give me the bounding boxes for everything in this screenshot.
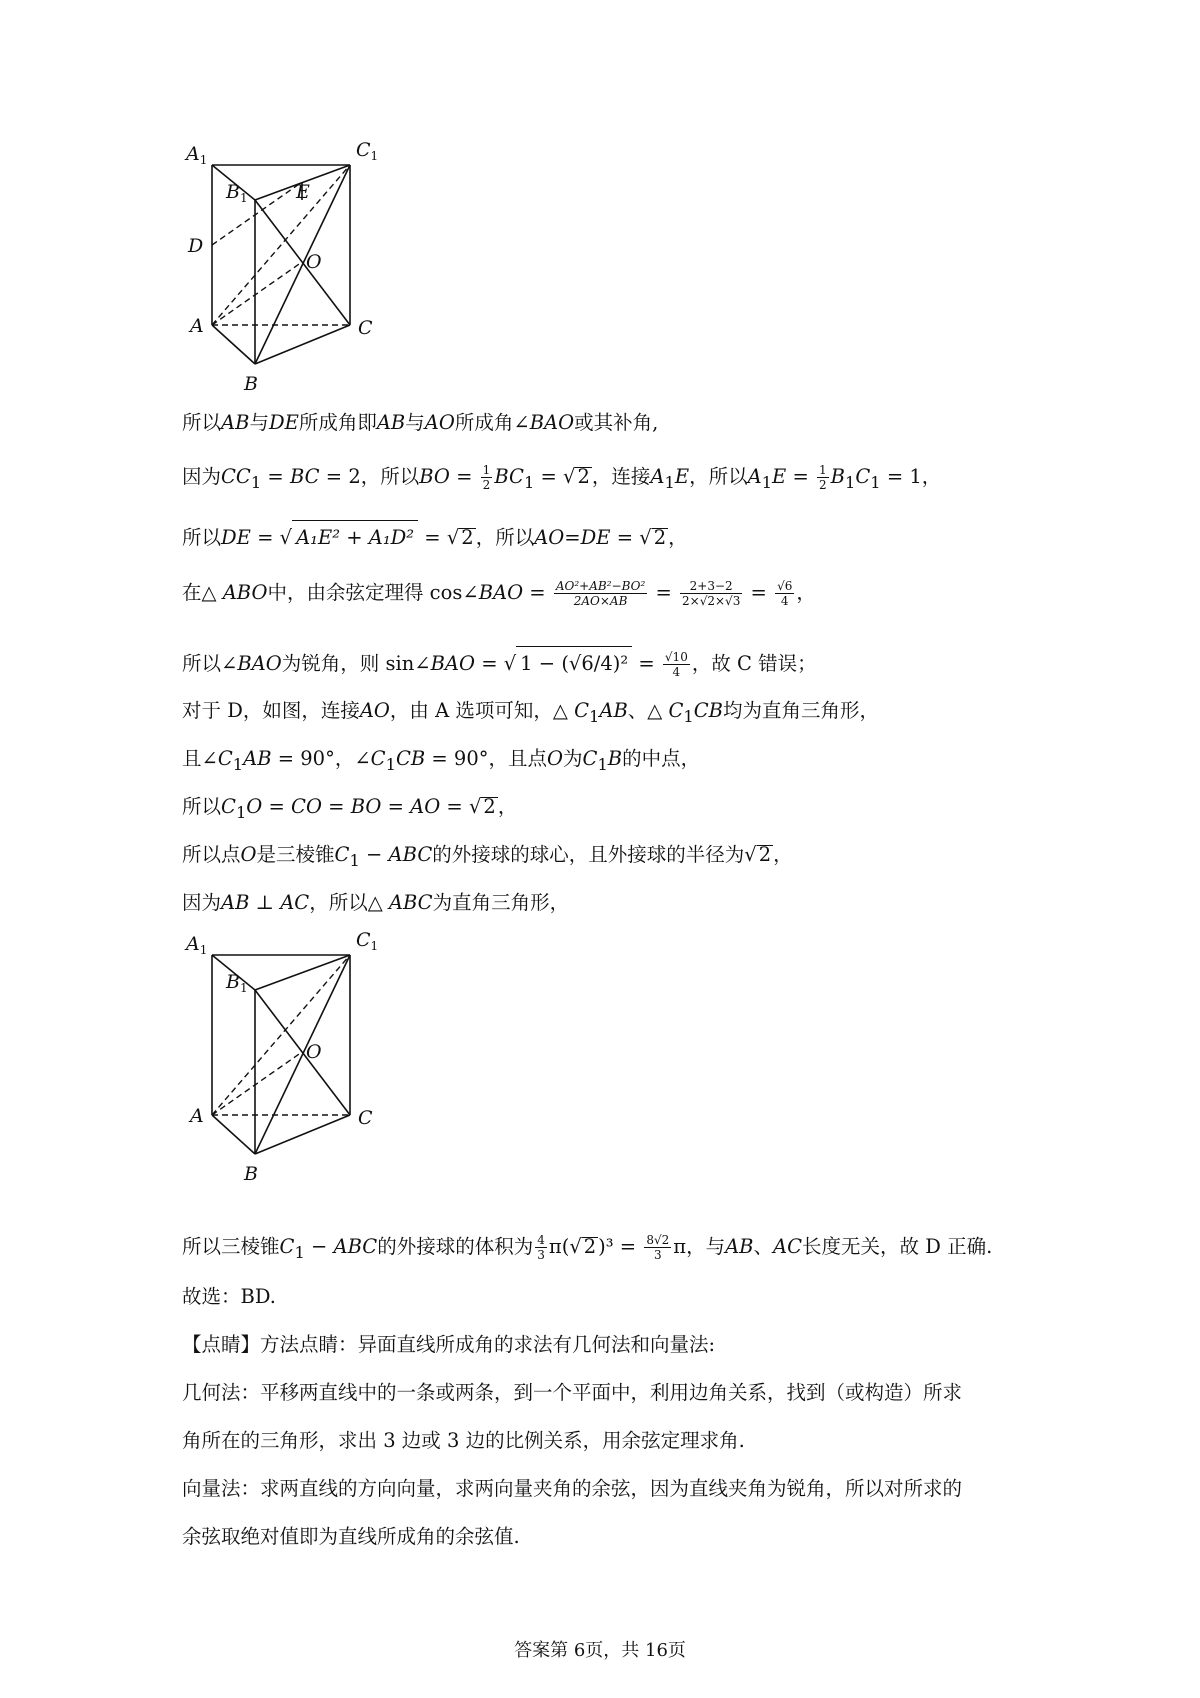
label-B1: $B_1$ bbox=[226, 181, 248, 205]
label-A1: $A_1$ bbox=[186, 933, 208, 957]
label-E: E bbox=[296, 181, 310, 203]
label-C: C bbox=[358, 1107, 373, 1129]
label-D: D bbox=[188, 235, 204, 257]
label-C1: $C_1$ bbox=[356, 140, 379, 163]
prism-figure-2 bbox=[180, 930, 400, 1190]
text-line-17: 余弦取绝对值即为直线所成角的余弦值. bbox=[182, 1525, 520, 1548]
label-O: O bbox=[306, 251, 322, 273]
label-B1: $B_1$ bbox=[226, 971, 248, 995]
text-line-8: 所以$C_1O$ = CO = BO = AO = √ 2 ， bbox=[182, 795, 518, 822]
text-line-12: 故选：BD. bbox=[182, 1285, 276, 1308]
text-line-6: 对于 D，如图，连接AO，由 A 选项可知，△ $C_1AB$、△ $C_1CB$均为直角三角形， bbox=[182, 699, 880, 726]
text-line-3: 所以DE = √ A₁E² + A₁D² = √ 2 ，所以AO=DE = √ 2 ， bbox=[182, 520, 688, 553]
text-line-9: 所以点O是三棱锥$C_1$ − ABC的外接球的球心，且外接球的半径为√ 2 ， bbox=[182, 843, 793, 870]
label-B: B bbox=[244, 1163, 258, 1185]
text-line-14: 几何法：平移两直线中的一条或两条，到一个平面中，利用边角关系，找到（或构造）所求 bbox=[182, 1381, 963, 1404]
label-C1: $C_1$ bbox=[356, 930, 379, 953]
text-line-5: 所以∠BAO为锐角，则 sin∠BAO = √ 1 − (√6/4)² = $\frac{√10}{4}$ ，故 C 错误； bbox=[182, 646, 817, 679]
label-B: B bbox=[244, 373, 258, 395]
label-A1: $A_1$ bbox=[186, 143, 208, 167]
label-O: O bbox=[306, 1041, 322, 1063]
prism-figure-1 bbox=[180, 140, 400, 400]
text-line-15: 角所在的三角形，求出 3 边或 3 边的比例关系，用余弦定理求角. bbox=[182, 1429, 745, 1452]
text-line-10: 因为AB ⊥ AC，所以△ ABC为直角三角形， bbox=[182, 891, 570, 914]
text-line-7: 且$\angle C_1AB = 90^\circ$，$\angle C_1CB = 90^\circ$，且点O为$C_1B$的中点， bbox=[182, 747, 701, 774]
text-line-2: 因为$CC_1$ = BC = 2，所以BO = $\frac{1}{2}$ $BC_1$ = √ 2 ，连接$A_1E$，所以$A_1E$ = $\frac{1}{2}$ $B_1C_1 = 1$， bbox=[182, 463, 942, 492]
label-A: A bbox=[190, 1105, 204, 1127]
text-line-13: 【点睛】方法点睛：异面直线所成角的求法有几何法和向量法: bbox=[182, 1333, 716, 1356]
page-footer: 答案第 6页，共 16页 bbox=[514, 1640, 686, 1661]
label-A: A bbox=[190, 315, 204, 337]
text-line-16: 向量法：求两直线的方向向量，求两向量夹角的余弦，因为直线夹角为锐角，所以对所求的 bbox=[182, 1477, 963, 1500]
text-line-4: 在△ ABO中，由余弦定理得 cos∠BAO = $\frac{\text{AO²+AB²−BO²}}{2AO\times AB}$ = $\frac{2+3-2}{2\times√2\times√3}$ = $\frac{√6}{4}$ ， bbox=[182, 579, 816, 608]
label-C: C bbox=[358, 317, 373, 339]
text-line-1: 所以AB与DE所成角即AB与AO所成角∠BAO或其补角, bbox=[182, 411, 659, 434]
text-line-11: 所以三棱锥$C_1$ − ABC的外接球的体积为 $\frac{4}{3}$ π(√ 2 )³ = $\frac{8√2}{3}$ π，与AB、AC长度无关，故 D 正确. bbox=[182, 1233, 993, 1262]
